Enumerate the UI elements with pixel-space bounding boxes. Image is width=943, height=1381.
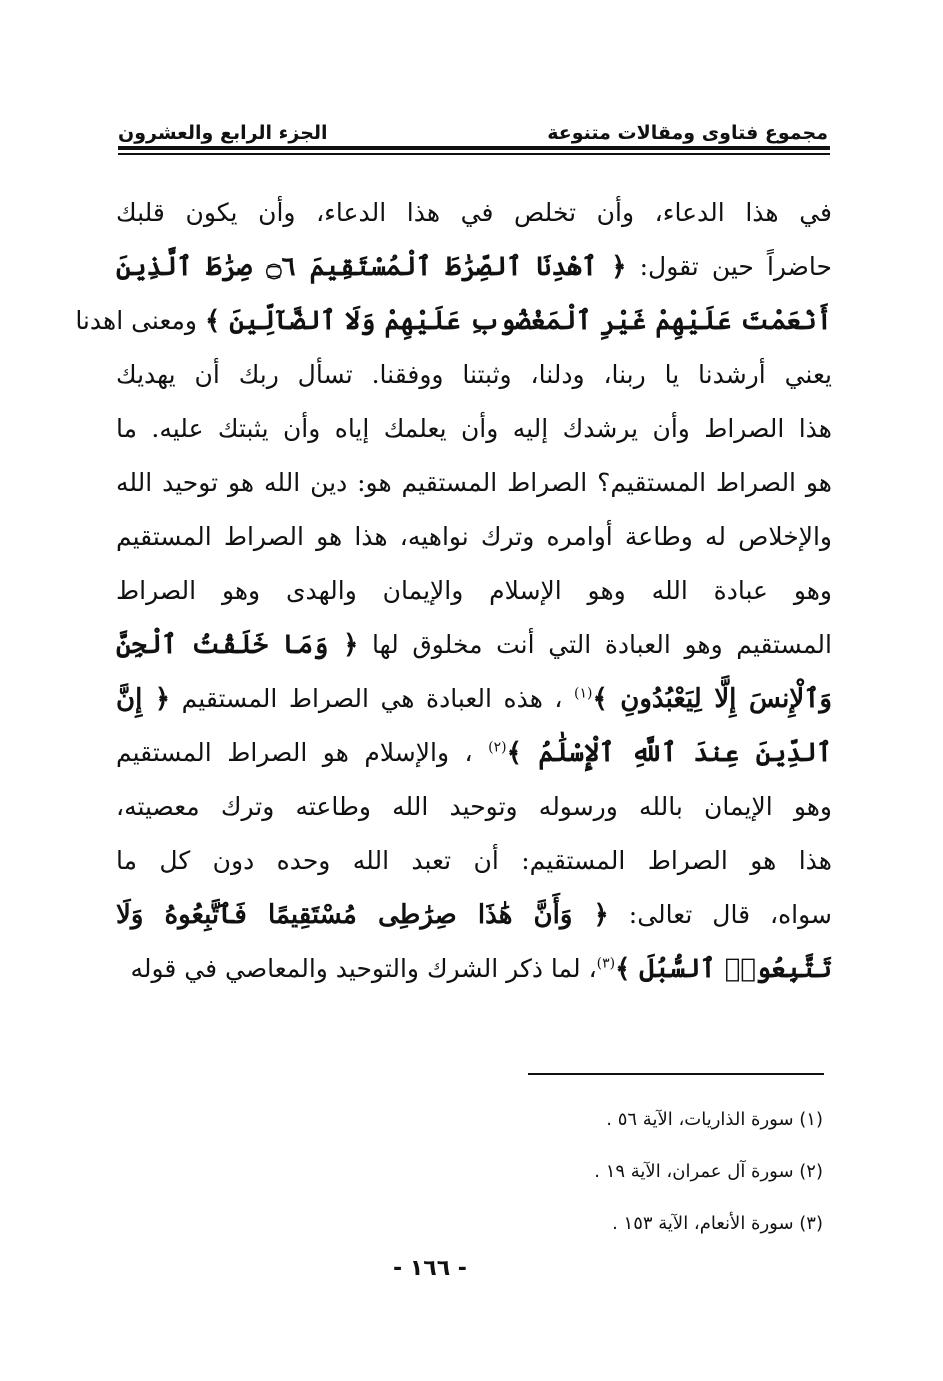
text-line bbox=[116, 780, 832, 834]
footnote-1: (١) سورة الذاريات، الآية ٥٦ . bbox=[606, 1109, 823, 1130]
text-line bbox=[75, 294, 832, 348]
text-line bbox=[116, 240, 832, 294]
text-line bbox=[116, 672, 832, 726]
text-segment: وهو الإيمان بالله ورسوله وتوحيد الله وطاعته وترك معصيته، bbox=[116, 792, 832, 821]
text-line bbox=[116, 942, 832, 996]
text-segment: والإخلاص له وطاعة أوامره وترك نواهيه، هذا هو الصراط المستقيم bbox=[116, 522, 832, 551]
text-line bbox=[116, 834, 832, 888]
book-title: مجموع فتاوى ومقالات متنوعة bbox=[547, 122, 828, 144]
text-line bbox=[116, 402, 832, 456]
running-header bbox=[118, 108, 828, 144]
footnote-ref: (١) bbox=[573, 685, 593, 702]
header-rule-thin bbox=[118, 153, 830, 155]
text-line bbox=[116, 564, 832, 618]
header-rule bbox=[118, 146, 830, 150]
text-line bbox=[116, 726, 832, 780]
text-line bbox=[116, 618, 832, 672]
quran-verse: تَتَّبِعُوا۟ ٱلسُّبُلَ ﴾ bbox=[615, 954, 832, 984]
footnote-ref: (٢) bbox=[488, 739, 507, 756]
text-line bbox=[116, 888, 832, 942]
text-segment: في هذا الدعاء، وأن تخلص في هذا الدعاء، وأن يكون قلبك bbox=[116, 198, 832, 227]
footnote-2: (٢) سورة آل عمران، الآية ١٩ . bbox=[594, 1161, 823, 1182]
text-line bbox=[116, 456, 832, 510]
text-segment: هذا هو الصراط المستقيم: أن تعبد الله وحده دون كل ما bbox=[116, 846, 832, 875]
text-segment: يعني أرشدنا يا ربنا، ودلنا، وثبتنا ووفقنا. تسأل ربك أن يهديك bbox=[116, 360, 832, 389]
quran-verse: ٱلدِّينَ عِندَ ٱللَّهِ ٱلْإِسْلَٰمُ ﴾ bbox=[506, 738, 832, 768]
text-line bbox=[116, 348, 832, 402]
footnote-3: (٣) سورة الأنعام، الآية ١٥٣ . bbox=[612, 1213, 823, 1234]
text-segment: ، والإسلام هو الصراط المستقيم bbox=[116, 738, 489, 767]
text-segment: ومعنى اهدنا bbox=[75, 306, 205, 335]
volume-label: الجزء الرابع والعشرون bbox=[118, 122, 328, 144]
quran-verse: ﴿ ٱهْدِنَا ٱلصِّرَٰطَ ٱلْمُسْتَقِيمَ ۝٦ صِرَٰطَ ٱلَّذِينَ bbox=[116, 252, 627, 282]
footnote-separator bbox=[528, 1073, 824, 1075]
text-segment: المستقيم وهو العبادة التي أنت مخلوق لها bbox=[358, 630, 833, 659]
text-line bbox=[116, 186, 832, 240]
text-segment: وهو عبادة الله وهو الإسلام والإيمان والهدى وهو الصراط bbox=[116, 576, 832, 605]
body-text bbox=[75, 186, 833, 996]
quran-verse: أَنْعَمْتَ عَلَيْهِمْ غَيْرِ ٱلْمَغْضُوبِ عَلَيْهِمْ وَلَا ٱلضَّآلِّينَ ﴾ bbox=[204, 306, 832, 336]
footnotes bbox=[223, 1094, 823, 1250]
text-line bbox=[116, 510, 832, 564]
page-number: - ١٦٦ - bbox=[393, 1256, 467, 1281]
text-segment: سواه، قال تعالى: bbox=[608, 900, 832, 929]
quran-verse: ﴿ وَأَنَّ هَٰذَا صِرَٰطِى مُسْتَقِيمًا فَٱتَّبِعُوهُ وَلَا bbox=[116, 900, 609, 930]
text-segment: حاضراً حين تقول: bbox=[626, 252, 832, 281]
quran-verse: ﴿ إِنَّ bbox=[116, 684, 171, 714]
quran-verse: ﴿ وَمَا خَلَقْتُ ٱلْجِنَّ bbox=[116, 630, 359, 660]
text-segment: ، لما ذكر الشرك والتوحيد والمعاصي في قوله bbox=[130, 954, 597, 983]
footnote-ref: (٣) bbox=[596, 955, 616, 972]
text-segment: ، هذه العبادة هي الصراط المستقيم bbox=[170, 684, 574, 713]
quran-verse: وَٱلْإِنسَ إِلَّا لِيَعْبُدُونِ ﴾ bbox=[592, 684, 832, 714]
text-segment: هذا الصراط وأن يرشدك إليه وأن يعلمك إياه وأن يثبتك عليه. ما bbox=[116, 414, 832, 443]
text-segment: هو الصراط المستقيم؟ الصراط المستقيم هو: دين الله هو توحيد الله bbox=[116, 468, 832, 497]
